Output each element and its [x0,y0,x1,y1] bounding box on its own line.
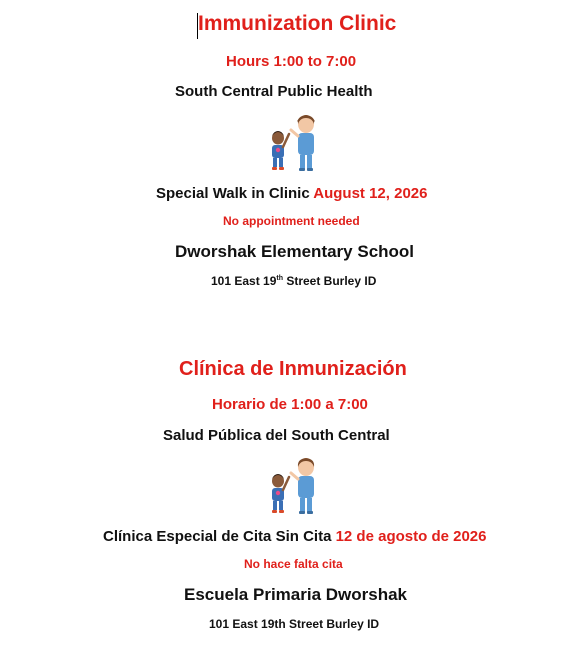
spanish-address: 101 East 19th Street Burley ID [209,617,380,631]
english-title: Immunization Clinic [198,12,397,35]
spanish-walkin-label: Clínica Especial de Cita Sin Cita [103,528,336,545]
spanish-walkin-date: 12 de agosto de 2026 [335,528,487,545]
english-address-street: Street Burley ID [283,274,377,288]
english-walkin-date: August 12, 2026 [313,185,428,202]
english-walkin-label: Special Walk in Clinic [156,185,314,202]
child-and-nurse-icon [264,455,324,517]
english-organization: South Central Public Health [175,83,373,100]
english-address-ordinal: th [276,275,283,282]
spanish-school-name: Escuela Primaria Dworshak [184,585,408,604]
english-walkin-line [156,185,427,202]
spanish-hours: Horario de 1:00 a 7:00 [212,396,368,413]
spanish-appointment-note: No hace falta cita [244,557,343,571]
english-hours: Hours 1:00 to 7:00 [226,53,357,70]
spanish-organization: Salud Pública del South Central [163,427,390,444]
child-and-nurse-icon [264,112,324,174]
english-school-name: Dworshak Elementary School [175,242,415,261]
english-address [211,274,376,288]
spanish-walkin-line [103,528,486,545]
spanish-title: Clínica de Inmunización [179,358,407,380]
english-appointment-note: No appointment needed [223,214,360,228]
english-address-number: 101 East 19 [211,274,277,288]
